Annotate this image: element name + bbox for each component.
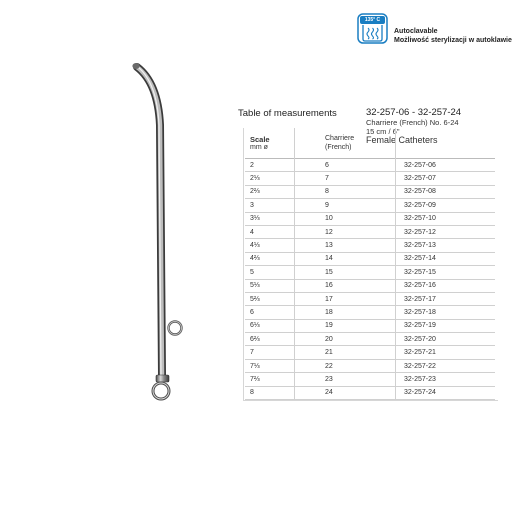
- catalog-number-cell: 32-257-12: [404, 228, 436, 236]
- table-row: [245, 319, 495, 332]
- table-row: [245, 239, 495, 252]
- scale-cell: 8: [245, 386, 295, 399]
- charriere-cell: 23: [295, 373, 396, 386]
- catalog-number-cell: 32-257-23: [404, 375, 436, 383]
- scale-cell: 4⅔: [245, 252, 295, 265]
- catalog-number-cell: 32-257-09: [404, 201, 436, 209]
- size-range: Charriere (French) No. 6-24: [366, 118, 459, 127]
- table-row: [245, 373, 495, 386]
- scale-cell: 5⅔: [245, 292, 295, 305]
- charriere-cell: 17: [295, 292, 396, 305]
- scale-cell: 2: [245, 159, 295, 172]
- table-title: Table of measurements: [238, 108, 337, 119]
- catalog-number-cell: 32-257-24: [404, 389, 436, 397]
- table-row: [245, 185, 495, 198]
- scale-cell: 5: [245, 266, 295, 279]
- table-row: [245, 252, 495, 265]
- charriere-header-unit: (French): [325, 144, 352, 151]
- charriere-cell: 14: [295, 252, 396, 265]
- female-catheter-illustration: [100, 55, 220, 415]
- scale-cell: 3: [245, 199, 295, 212]
- scale-cell: 7: [245, 346, 295, 359]
- table-row: [245, 346, 495, 359]
- charriere-cell: 21: [295, 346, 396, 359]
- autoclave-temperature: 135° C: [364, 17, 381, 23]
- catalog-number-cell: 32-257-07: [404, 175, 436, 183]
- scale-header: [245, 128, 295, 159]
- charriere-cell: 16: [295, 279, 396, 292]
- scale-cell: 7⅓: [245, 359, 295, 372]
- charriere-cell: 22: [295, 359, 396, 372]
- table-row: [245, 292, 495, 305]
- table-row: [245, 266, 495, 279]
- catalog-number-cell: 32-257-15: [404, 268, 436, 276]
- charriere-cell: 7: [295, 172, 396, 185]
- autoclave-subtitle: Możliwość sterylizacji w autoklawie: [394, 37, 512, 44]
- charriere-cell: 24: [295, 386, 396, 399]
- scale-cell: 4⅓: [245, 239, 295, 252]
- table-row: [245, 172, 495, 185]
- scale-cell: 3⅓: [245, 212, 295, 225]
- charriere-header: [295, 128, 396, 159]
- charriere-header-label: Charriere: [325, 135, 355, 142]
- catalog-range: 32-257-06 - 32-257-24: [366, 107, 462, 118]
- table-row: [245, 225, 495, 238]
- length: 15 cm / 6": [366, 127, 400, 136]
- scale-cell: 2⅔: [245, 185, 295, 198]
- catalog-number-cell: 32-257-20: [404, 335, 436, 343]
- scale-header-unit: mm ø: [250, 144, 268, 151]
- charriere-cell: 20: [295, 333, 396, 346]
- catalog-number-cell: 32-257-22: [404, 362, 436, 370]
- table-row: [245, 199, 495, 212]
- charriere-cell: 6: [295, 159, 396, 172]
- code-header: [396, 128, 496, 159]
- catalog-number-cell: 32-257-21: [404, 349, 436, 357]
- autoclave-title: Autoclavable: [394, 28, 438, 35]
- charriere-cell: 8: [295, 185, 396, 198]
- charriere-cell: 10: [295, 212, 396, 225]
- scale-header-label: Scale: [250, 135, 270, 144]
- scale-cell: 6: [245, 306, 295, 319]
- catalog-number-cell: 32-257-13: [404, 242, 436, 250]
- charriere-cell: 13: [295, 239, 396, 252]
- table-row: [245, 333, 495, 346]
- product-name: Female Catheters: [366, 135, 438, 145]
- catalog-number-cell: 32-257-08: [404, 188, 436, 196]
- scale-cell: 7⅔: [245, 373, 295, 386]
- scale-cell: 6⅓: [245, 319, 295, 332]
- table-row: [245, 359, 495, 372]
- table-row: [245, 159, 495, 172]
- catalog-number-cell: 32-257-06: [404, 161, 436, 169]
- table-row: [245, 212, 495, 225]
- charriere-cell: 12: [295, 225, 396, 238]
- table-row: [245, 386, 495, 399]
- table-body: [245, 159, 495, 400]
- table-row: [245, 306, 495, 319]
- charriere-cell: 9: [295, 199, 396, 212]
- scale-cell: 4: [245, 225, 295, 238]
- scale-cell: 5⅓: [245, 279, 295, 292]
- autoclave-badge: [357, 13, 512, 53]
- catalog-number-cell: 32-257-17: [404, 295, 436, 303]
- catalog-number-cell: 32-257-18: [404, 308, 436, 316]
- catalog-number-cell: 32-257-14: [404, 255, 436, 263]
- scale-cell: 2⅓: [245, 172, 295, 185]
- charriere-cell: 15: [295, 266, 396, 279]
- table-row: [245, 279, 495, 292]
- measurements-table: [245, 128, 495, 400]
- charriere-cell: 19: [295, 319, 396, 332]
- catalog-number-cell: 32-257-19: [404, 322, 436, 330]
- charriere-cell: 18: [295, 306, 396, 319]
- catalog-number-cell: 32-257-10: [404, 215, 436, 223]
- catalog-number-cell: 32-257-16: [404, 282, 436, 290]
- table-header-row: [245, 128, 495, 159]
- scale-cell: 6⅔: [245, 333, 295, 346]
